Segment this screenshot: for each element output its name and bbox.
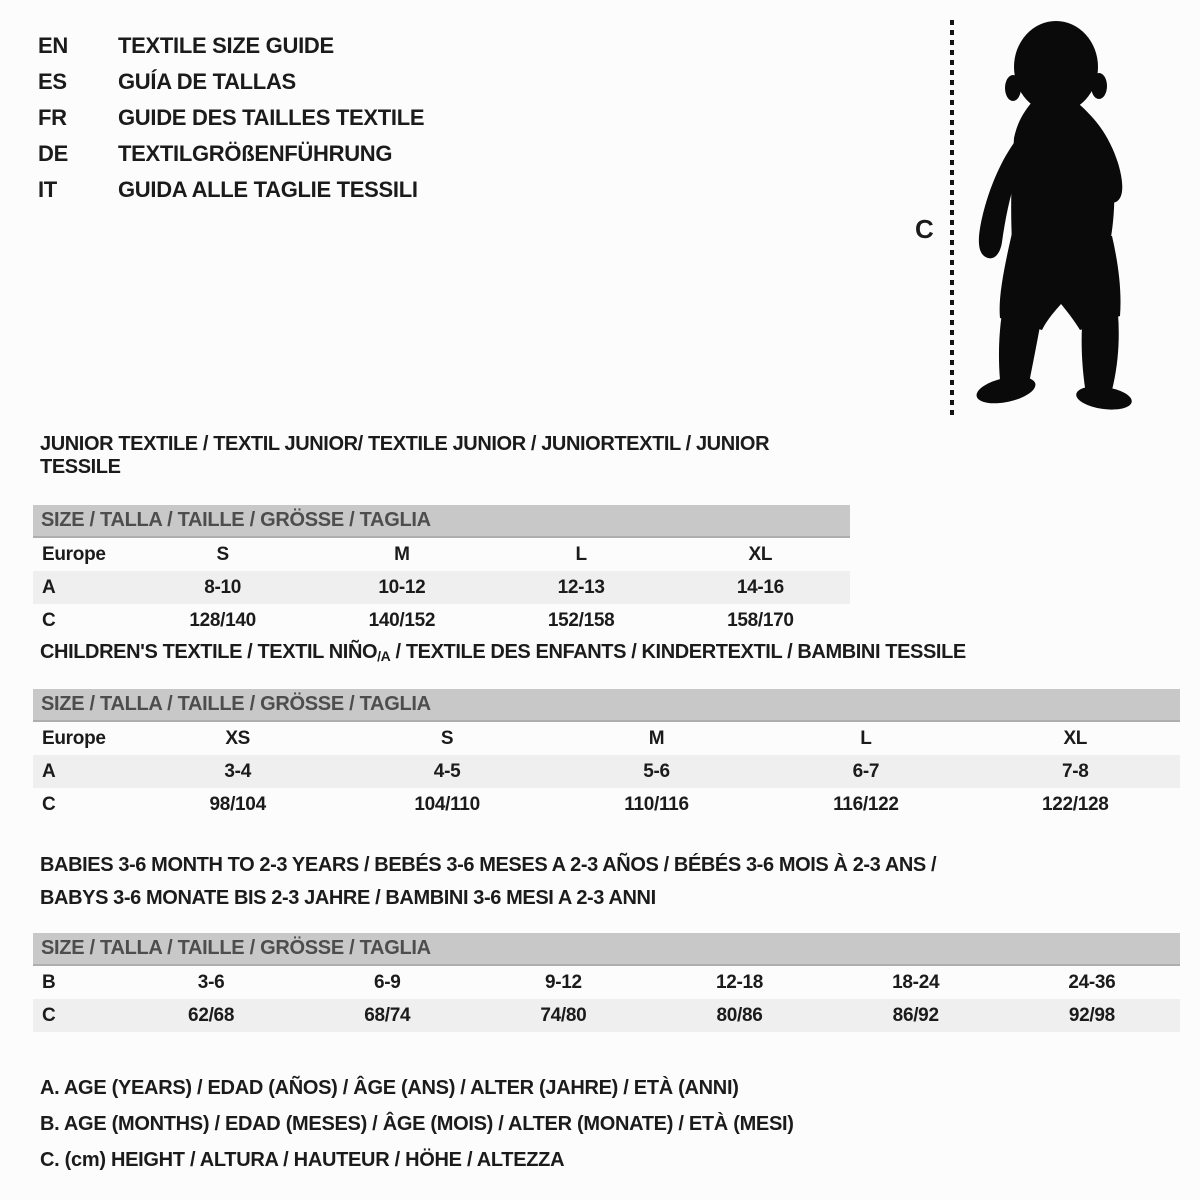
junior-header-row: [33, 538, 850, 571]
language-header: [38, 28, 424, 208]
babies-size-table: [33, 966, 1180, 1032]
size-header-cell: XS: [225, 727, 251, 749]
babies-size-bar: SIZE / TALLA / TAILLE / GRÖSSE / TAGLIA: [33, 933, 1180, 966]
row-label-cell: A: [42, 576, 56, 598]
row-label-cell: C: [42, 793, 56, 815]
region-header-cell: Europe: [42, 543, 106, 565]
size-header-cell: S: [440, 727, 454, 749]
value-cell: 104/110: [414, 793, 480, 815]
babies-section-title: [33, 849, 1180, 915]
row-label-cell: B: [42, 971, 56, 993]
language-title: GUIDA ALLE TAGLIE TESSILI: [118, 177, 418, 202]
childrens-header-row: [33, 722, 1180, 755]
language-title: TEXTILE SIZE GUIDE: [118, 33, 334, 58]
value-cell: 86/92: [892, 1004, 939, 1026]
babies-months-row: [33, 966, 1180, 999]
value-cell: 80/86: [716, 1004, 763, 1026]
childrens-age-row: [33, 755, 1180, 788]
language-row-it: [38, 172, 424, 208]
value-cell: 158/170: [727, 609, 794, 631]
value-cell: 110/116: [624, 793, 689, 815]
value-cell: 9-12: [544, 971, 582, 993]
size-header-cell: S: [216, 543, 229, 565]
value-cell: 6-7: [852, 760, 880, 782]
region-header-cell: Europe: [42, 727, 106, 749]
row-label-cell: C: [42, 1004, 56, 1026]
value-cell: 140/152: [368, 609, 436, 631]
value-cell: 3-6: [197, 971, 225, 993]
footnote-age-months: B. AGE (MONTHS) / EDAD (MESES) / ÂGE (MOIS) / ALTER (MONATE) / ETÀ (MESI): [40, 1113, 794, 1135]
footnote-height-cm: C. (cm) HEIGHT / ALTURA / HAUTEUR / HÖHE / ALTEZZA: [40, 1149, 565, 1171]
value-cell: 4-5: [433, 760, 461, 782]
value-cell: 6-9: [373, 971, 401, 993]
dashed-measure-line: [950, 20, 954, 416]
value-cell: 116/122: [833, 793, 899, 815]
language-code: EN: [38, 33, 68, 58]
toddler-silhouette-icon: [967, 18, 1139, 418]
row-label-cell: A: [42, 760, 56, 782]
junior-size-table: [33, 538, 850, 637]
childrens-textile-section: [33, 641, 1180, 821]
language-row-en: [38, 28, 424, 64]
value-cell: 7-8: [1062, 760, 1089, 782]
junior-height-row: [33, 604, 850, 637]
babies-height-row: [33, 999, 1180, 1032]
childrens-size-bar: SIZE / TALLA / TAILLE / GRÖSSE / TAGLIA: [33, 689, 1180, 722]
value-cell: 24-36: [1068, 971, 1116, 993]
childrens-height-row: [33, 788, 1180, 821]
size-header-cell: L: [860, 727, 872, 749]
childrens-title-sub: /A: [377, 648, 391, 664]
babies-textile-section: [33, 849, 1180, 1032]
footnote-age-years: A. AGE (YEARS) / EDAD (AÑOS) / ÂGE (ANS) / ALTER (JAHRE) / ETÀ (ANNI): [40, 1077, 739, 1099]
legend-footnotes: [40, 1070, 794, 1178]
size-header-cell: XL: [748, 543, 773, 565]
value-cell: 74/80: [540, 1004, 587, 1026]
language-row-fr: [38, 100, 424, 136]
value-cell: 18-24: [892, 971, 940, 993]
junior-size-bar: SIZE / TALLA / TAILLE / GRÖSSE / TAGLIA: [33, 505, 850, 538]
language-code: FR: [38, 105, 67, 130]
language-code: ES: [38, 69, 67, 94]
value-cell: 14-16: [736, 576, 784, 598]
babies-title-line1: BABIES 3-6 MONTH TO 2-3 YEARS / BEBÉS 3-6 MESES A 2-3 AÑOS / BÉBÉS 3-6 MOIS À 2-3 ANS /: [40, 854, 937, 876]
height-measure-figure: [905, 16, 1145, 422]
childrens-section-title: [33, 641, 1180, 664]
language-title: TEXTILGRÖßENFÜHRUNG: [118, 141, 393, 166]
value-cell: 12-13: [557, 576, 605, 598]
language-code: DE: [38, 141, 68, 166]
value-cell: 68/74: [364, 1004, 411, 1026]
value-cell: 10-12: [378, 576, 426, 598]
size-header-cell: XL: [1063, 727, 1088, 749]
value-cell: 98/104: [209, 793, 266, 815]
babies-title-line2: BABYS 3-6 MONATE BIS 2-3 JAHRE / BAMBINI 3-6 MESI A 2-3 ANNI: [40, 887, 656, 909]
childrens-title-suffix: / TEXTILE DES ENFANTS / KINDERTEXTIL / BAMBINI TESSILE: [390, 641, 966, 663]
size-header-cell: M: [648, 727, 665, 749]
language-title: GUIDE DES TAILLES TEXTILE: [118, 105, 425, 130]
junior-section-title: JUNIOR TEXTILE / TEXTIL JUNIOR/ TEXTILE JUNIOR / JUNIORTEXTIL / JUNIOR TESSILE: [40, 433, 770, 478]
value-cell: 122/128: [1041, 793, 1109, 815]
value-cell: 3-4: [224, 760, 251, 782]
row-label-cell: C: [42, 609, 56, 631]
childrens-size-table: [33, 722, 1180, 821]
value-cell: 8-10: [204, 576, 242, 598]
value-cell: 12-18: [715, 971, 764, 993]
language-title: GUÍA DE TALLAS: [118, 69, 296, 94]
value-cell: 5-6: [643, 760, 670, 782]
value-cell: 92/98: [1068, 1004, 1115, 1026]
language-code: IT: [38, 177, 57, 202]
value-cell: 62/68: [188, 1004, 235, 1026]
measure-c-label: C: [915, 214, 934, 244]
language-row-es: [38, 64, 424, 100]
childrens-title-prefix: CHILDREN'S TEXTILE / TEXTIL NIÑO: [40, 641, 378, 663]
value-cell: 152/158: [547, 609, 615, 631]
junior-age-row: [33, 571, 850, 604]
junior-textile-section: [33, 433, 850, 637]
language-row-de: [38, 136, 424, 172]
value-cell: 128/140: [189, 609, 256, 631]
size-header-cell: M: [394, 543, 410, 565]
size-header-cell: L: [575, 543, 587, 565]
